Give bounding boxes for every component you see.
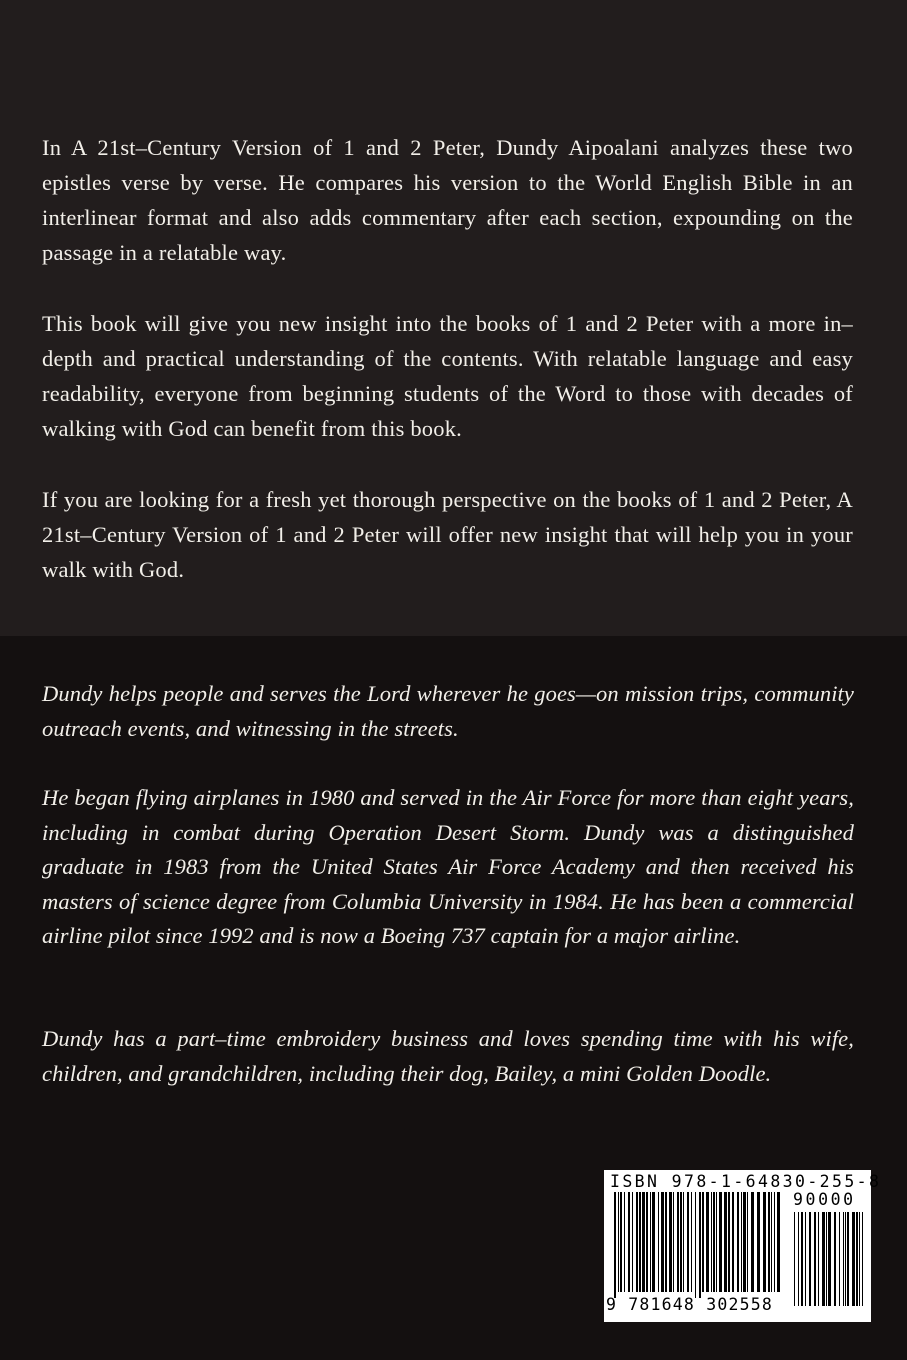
barcode-bar	[636, 1192, 638, 1292]
barcode-bar	[751, 1192, 754, 1292]
barcode-bar	[859, 1212, 860, 1306]
barcode-bar	[683, 1192, 684, 1292]
barcode-bar	[828, 1212, 831, 1306]
barcode-bar	[713, 1192, 715, 1292]
barcode-bar	[732, 1192, 734, 1292]
barcode-bar	[771, 1192, 772, 1292]
barcode-bar	[618, 1192, 619, 1292]
ean-digits: 9 781648 302558	[606, 1295, 774, 1314]
barcode-bar	[822, 1212, 825, 1306]
barcode-bar	[711, 1192, 712, 1292]
author-bio-paragraph-2: He began flying airplanes in 1980 and served in the Air Force for more than eight years, including in combat during Operation Desert Storm. Dundy was a distinguished graduate in 1983 from the United States Air Force Academy and then received his masters of science degree from Columbia University in 1984. He has been a commercial airline pilot since 1992 and is now a Boeing 737 captain for a major airline.	[42, 785, 854, 948]
barcode-bar	[669, 1192, 672, 1292]
barcode-bar	[763, 1192, 766, 1292]
barcode-bar	[702, 1192, 704, 1292]
author-bio-paragraph-3: Dundy has a part–time embroidery business and loves spending time with his wife, children, and grandchildren, including their dog, Bailey, a mini Golden Doodle.	[42, 1026, 854, 1086]
description-panel	[0, 0, 907, 636]
barcode-bar	[809, 1212, 811, 1306]
barcode-bar	[699, 1192, 701, 1298]
barcode-bar	[741, 1192, 742, 1292]
barcode-bar	[826, 1212, 827, 1306]
barcode-bar	[706, 1192, 709, 1292]
barcode-bar	[614, 1192, 616, 1298]
barcode-bar	[624, 1192, 625, 1292]
barcode-bar	[620, 1192, 622, 1292]
barcode-bar	[695, 1192, 696, 1298]
isbn-label: ISBN 978-1-64830-255-8	[610, 1172, 882, 1191]
barcode-bar	[843, 1212, 844, 1306]
barcode-bar	[798, 1212, 799, 1306]
barcode-bar	[632, 1192, 633, 1292]
barcode-bar	[834, 1212, 836, 1306]
barcode-bar	[777, 1192, 780, 1292]
isbn-barcode	[604, 1170, 882, 1322]
barcode-bar	[847, 1212, 849, 1306]
description-paragraph-2: This book will give you new insight into the books of 1 and 2 Peter with a more in–depth and practical understanding of the contents. With relatable language and easy readability, everyone from beginning students of the Word to those with decades of walking with God can benefit from this book.	[42, 311, 853, 441]
barcode-bar	[814, 1212, 816, 1306]
barcode-bar	[673, 1192, 674, 1292]
barcode-bar	[639, 1192, 641, 1292]
barcode-bar	[852, 1212, 855, 1306]
barcode-bar	[680, 1192, 682, 1292]
description-paragraph-1: In A 21st–Century Version of 1 and 2 Peter, Dundy Aipoalani analyzes these two epistles verse by verse. He compares his version to the World English Bible in an interlinear format and also adds commentary after each section, expounding on the passage in a relatable way.	[42, 135, 853, 265]
barcode-bar	[757, 1192, 760, 1292]
barcode-bar	[737, 1192, 739, 1292]
barcode-bar	[818, 1212, 819, 1306]
barcode-bar	[677, 1192, 679, 1292]
barcode-bar	[665, 1192, 667, 1292]
barcode-bar	[642, 1192, 645, 1292]
barcode-bar	[845, 1212, 846, 1306]
author-bio-paragraph-1: Dundy helps people and serves the Lord wherever he goes—on mission trips, community outreach events, and witnessing in the streets.	[42, 681, 854, 741]
barcode-bar	[801, 1212, 803, 1306]
barcode-bar	[650, 1192, 651, 1292]
barcode-bar	[794, 1212, 795, 1306]
barcode-bar	[646, 1192, 648, 1292]
barcode-bar	[628, 1192, 630, 1292]
barcode-bar	[743, 1192, 746, 1292]
barcode-bar	[805, 1212, 806, 1306]
barcode-bar	[658, 1192, 659, 1292]
barcode-bar	[768, 1192, 770, 1292]
barcode-bar	[687, 1192, 689, 1292]
description-paragraph-3: If you are looking for a fresh yet thorough perspective on the books of 1 and 2 Peter, A 21st–Century Version of 1 and 2 Peter will offer new insight that will help you in your walk with God.	[42, 487, 853, 582]
barcode-bar	[652, 1192, 655, 1292]
barcode-bar	[724, 1192, 727, 1292]
barcode-bar	[716, 1192, 717, 1292]
barcode-bar	[719, 1192, 722, 1292]
barcode-bar	[691, 1192, 692, 1292]
barcode-bar	[839, 1212, 840, 1306]
addon-number: 90000	[793, 1190, 856, 1209]
barcode-bar	[862, 1212, 863, 1306]
barcode-bar	[661, 1192, 664, 1292]
barcode-bar	[747, 1192, 748, 1292]
barcode-bar	[728, 1192, 730, 1292]
barcode-bar	[856, 1212, 858, 1306]
barcode-bar	[774, 1192, 775, 1292]
